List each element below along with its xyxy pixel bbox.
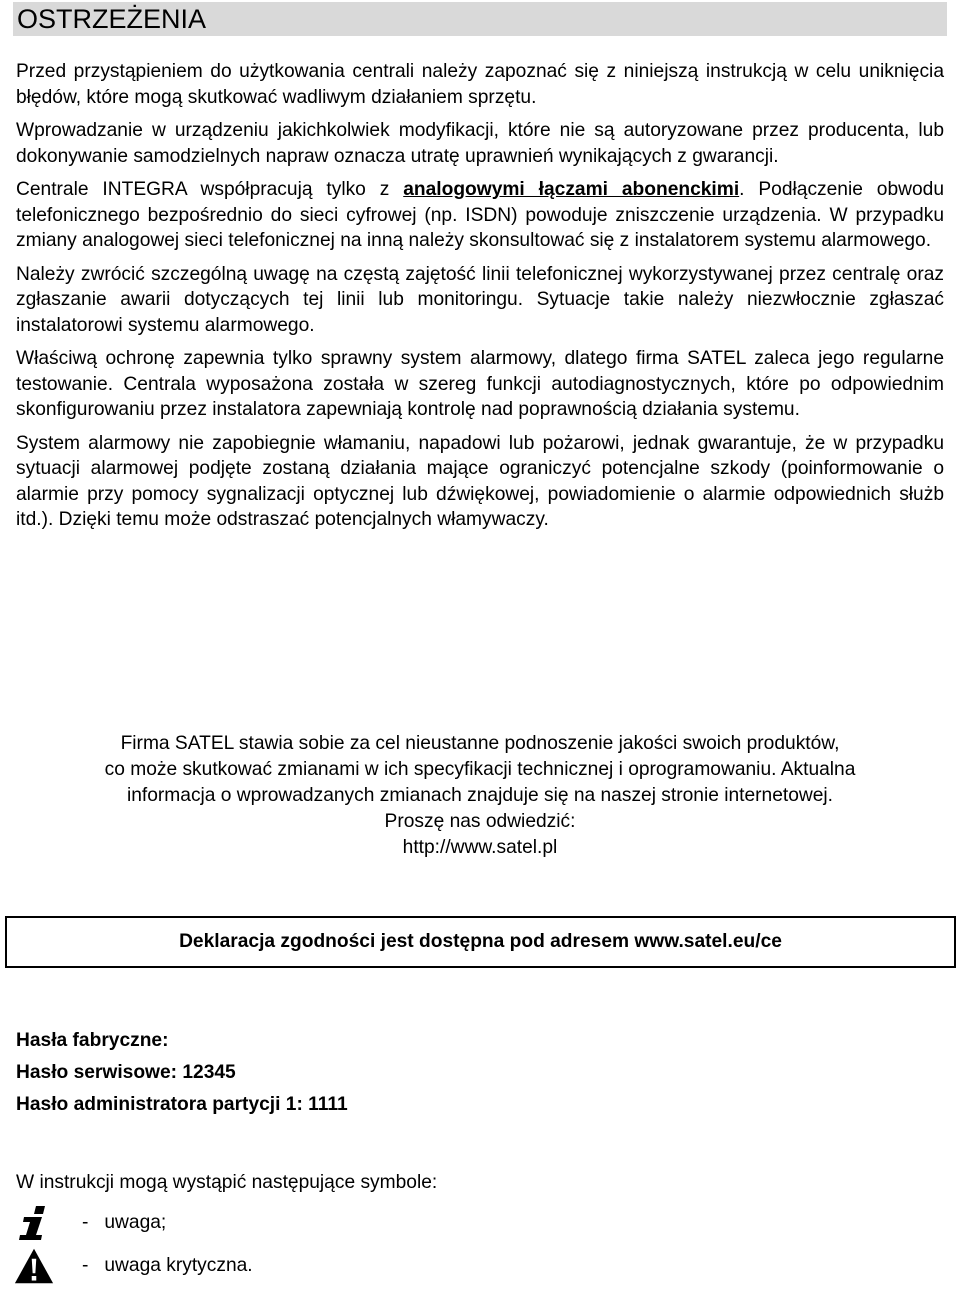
- declaration-box: [5, 916, 956, 968]
- warning-paragraph-3-start: Centrale INTEGRA współpracują tylko z: [16, 179, 404, 200]
- page-title: OSTRZEŻENIA: [17, 4, 207, 34]
- warning-paragraph-3: [16, 177, 944, 254]
- product-notice: [0, 731, 960, 861]
- symbol-row-note: [14, 1203, 166, 1243]
- warning-paragraph-2: Wprowadzanie w urządzeniu jakichkolwiek modyfikacji, które nie są autoryzowane przez producenta, lub dokonywanie samodzielnych napraw oznacza utratę uprawnień wynikających z gwarancji.: [16, 120, 944, 167]
- symbol-row-critical: [14, 1246, 253, 1286]
- admin-password: Hasło administratora partycji 1: 1111: [16, 1094, 348, 1115]
- website-url: http://www.satel.pl: [402, 837, 558, 858]
- symbol-label-note: - uwaga;: [82, 1212, 167, 1233]
- warning-paragraph-3-end: . Podłączenie obwodu telefonicznego bezpośrednio do sieci cyfrowej (np. ISDN) powoduje zniszczenie urządzenia. W przypadku zmiany analogowej sieci telefonicznej na inną należy skonsultować się z instalatorem systemu alarmowego.: [16, 179, 945, 251]
- warning-paragraph-1: Przed przystąpieniem do użytkowania centrali należy zapoznać się z niniejszą instrukcją w celu uniknięcia błędów, które mogą skutkować wadliwym działaniem sprzętu.: [16, 61, 944, 108]
- declaration-text: Deklaracja zgodności jest dostępna pod adresem www.satel.eu/ce: [179, 931, 782, 952]
- header-bar: [13, 2, 947, 36]
- notice-line-1: Firma SATEL stawia sobie za cel nieustanne podnoszenie jakości swoich produktów,: [120, 733, 840, 754]
- symbol-label-critical: - uwaga krytyczna.: [82, 1255, 253, 1276]
- warning-paragraph-5: Właściwą ochronę zapewnia tylko sprawny system alarmowy, dlatego firma SATEL zaleca jego regularne testowanie. Centrala wyposażona została w szereg funkcji autodiagnostycznych, które po odpowiednim skonfigurowaniu przez instalatora zapewniają kontrolę nad poprawnością działania systemu.: [16, 348, 944, 420]
- service-password: Hasło serwisowe: 12345: [16, 1062, 236, 1083]
- info-icon: [14, 1203, 54, 1243]
- analog-lines-emphasis: analogowymi łączami abonenckimi: [403, 179, 740, 200]
- passwords-heading: Hasła fabryczne:: [16, 1030, 169, 1051]
- warning-triangle-icon: [14, 1246, 54, 1286]
- warning-paragraph-6: System alarmowy nie zapobiegnie włamaniu, napadowi lub pożarowi, jednak gwarantuje, że w przypadku sytuacji alarmowej podjęte zostaną działania mające ograniczyć potencjalne szkody (poinformowanie o alarmie przy pomocy sygnalizacji optycznej lub dźwiękowej, powiadomienie o alarmie odpowiednich służb itd.). Dzięki temu może odstraszać potencjalnych włamywaczy.: [16, 432, 944, 530]
- symbols-intro: W instrukcji mogą wystąpić następujące symbole:: [16, 1172, 438, 1193]
- notice-line-3: informacja o wprowadzanych zmianach znajduje się na naszej stronie internetowej.: [126, 785, 834, 806]
- warning-paragraph-4: Należy zwrócić szczególną uwagę na częstą zajętość linii telefonicznej wykorzystywanej przez centralę oraz zgłaszanie awarii dotyczących tej linii lub monitoringu. Sytuacje takie należy niezwłocznie zgłaszać instalatorowi systemu alarmowego.: [16, 263, 944, 336]
- notice-line-4: Proszę nas odwiedzić:: [384, 811, 576, 832]
- factory-passwords: [16, 1025, 348, 1121]
- notice-line-2: co może skutkować zmianami w ich specyfikacji technicznej i oprogramowaniu. Aktualna: [104, 759, 856, 780]
- warnings-section: [16, 59, 944, 541]
